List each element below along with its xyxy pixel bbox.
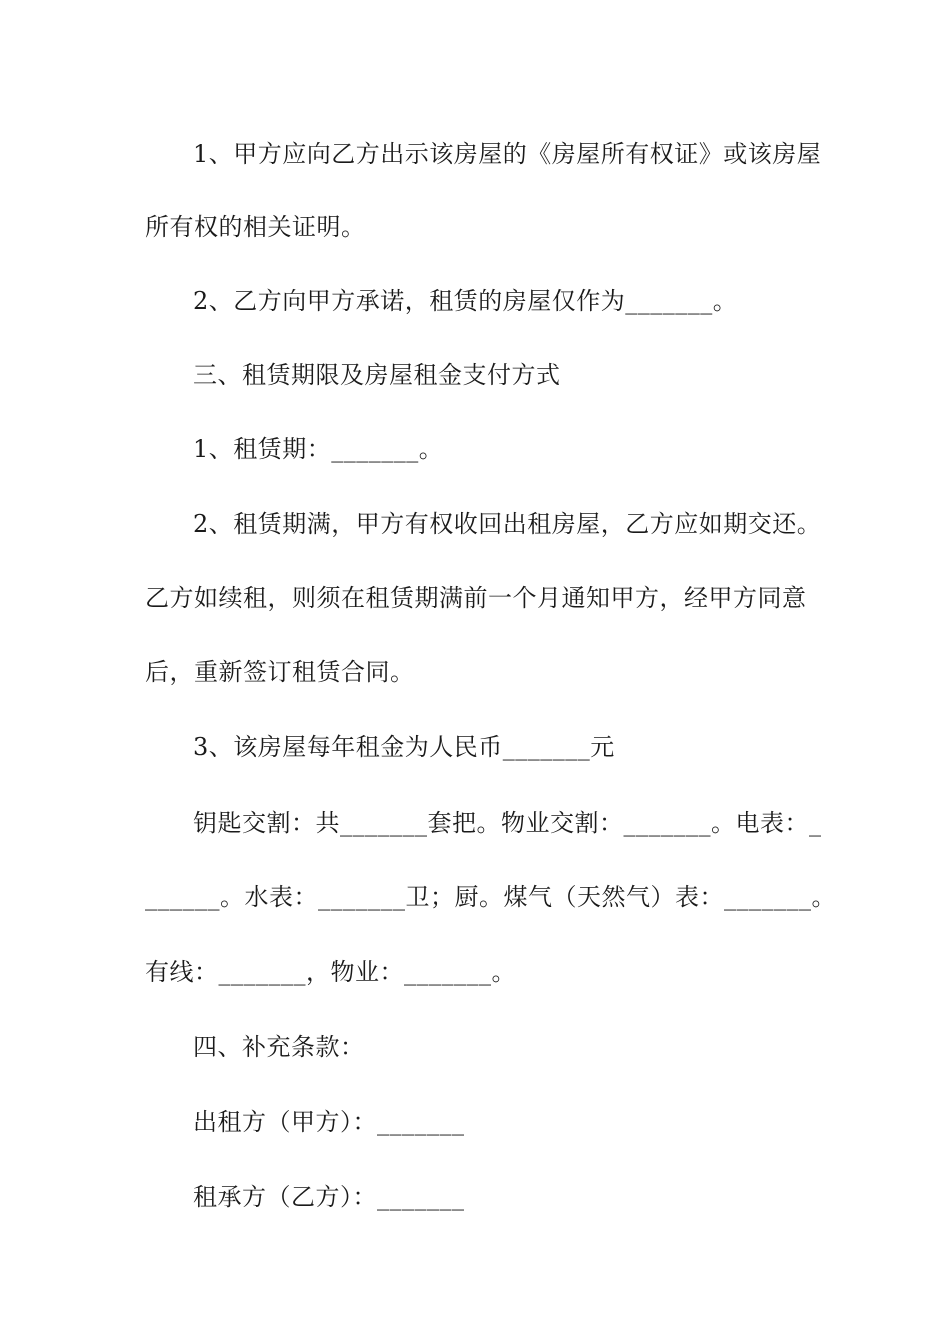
lease-expiry-line-1: 2、租赁期满，甲方有权收回出租房屋，乙方应如期交还。 xyxy=(193,510,822,538)
clause-1-line-2: 所有权的相关证明。 xyxy=(145,213,366,241)
clause-1-line-1: 1、甲方应向乙方出示该房屋的《房屋所有权证》或该房屋 xyxy=(193,140,822,168)
clause-2: 2、乙方向甲方承诺，租赁的房屋仅作为_______。 xyxy=(193,287,738,315)
handover-line-1: 钥匙交割：共_______套把。物业交割：_______。电表：_ xyxy=(193,809,822,837)
section-3-heading: 三、租赁期限及房屋租金支付方式 xyxy=(193,361,561,389)
handover-line-3: 有线：_______，物业：_______。 xyxy=(145,958,516,986)
handover-line-2: ______。水表：_______卫；厨。煤气（天然气）表：_______。 xyxy=(145,883,836,911)
lease-expiry-line-2: 乙方如续租，则须在租赁期满前一个月通知甲方，经甲方同意 xyxy=(145,584,807,612)
lessee-signature-line: 租承方（乙方）：_______ xyxy=(193,1183,465,1211)
annual-rent-line: 3、该房屋每年租金为人民币_______元 xyxy=(193,733,615,761)
lease-expiry-line-3: 后，重新签订租赁合同。 xyxy=(145,658,415,686)
lease-term-line: 1、租赁期：_______。 xyxy=(193,435,444,463)
lessor-signature-line: 出租方（甲方）：_______ xyxy=(193,1108,465,1136)
section-4-heading: 四、补充条款： xyxy=(193,1033,365,1061)
